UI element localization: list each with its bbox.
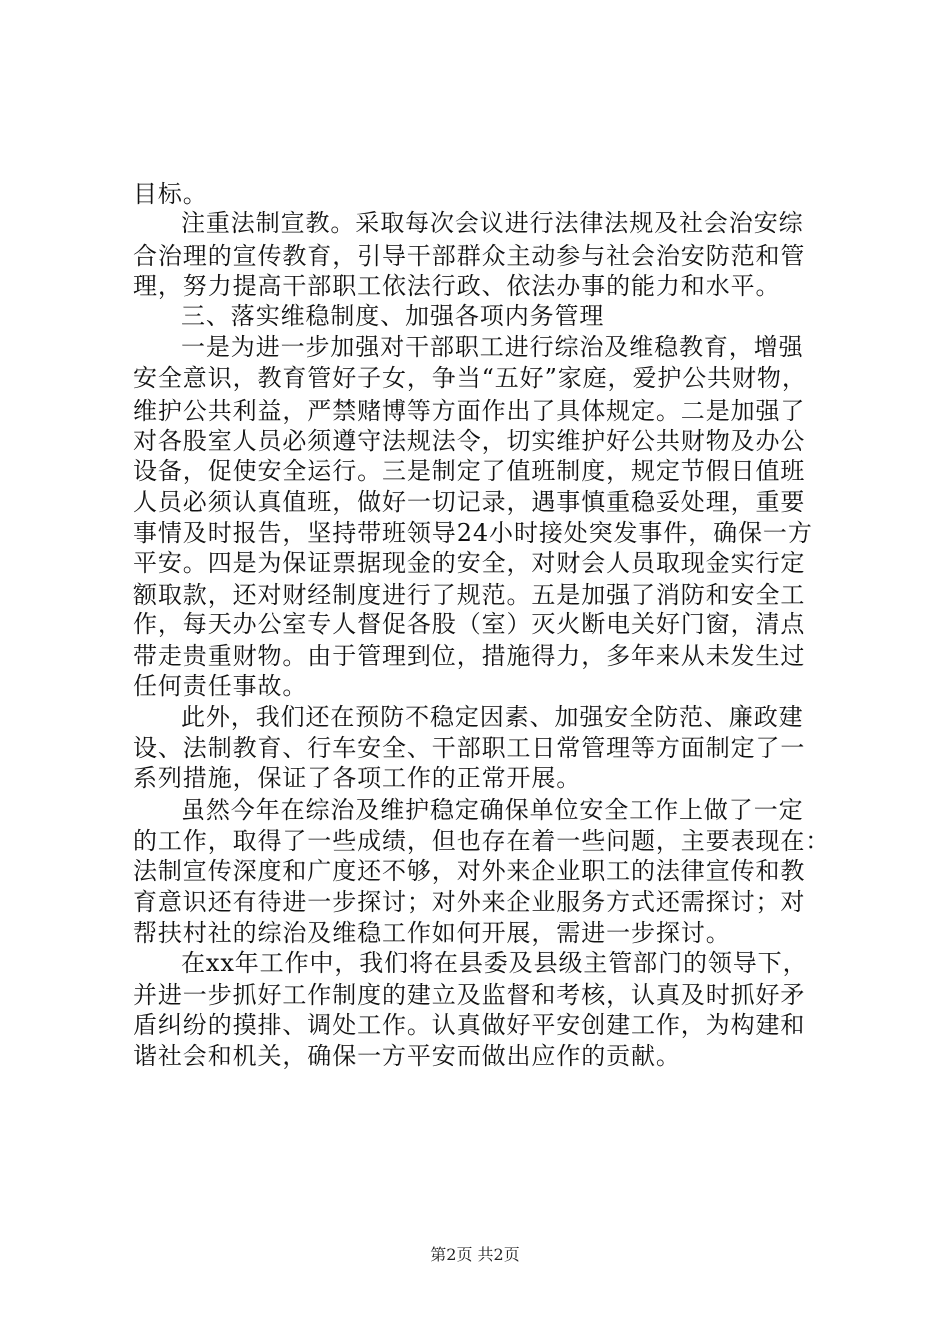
text-line: 理，努力提高干部职工依法行政、依法办事的能力和水平。 (133, 272, 781, 300)
text-line: 人员必须认真值班，做好一切记录，遇事慎重稳妥处理，重要 (133, 488, 806, 516)
text-line: 在xx年工作中，我们将在县委及县级主管部门的领导下， (181, 949, 808, 977)
text-line: 目标。 (133, 180, 208, 208)
text-line: 系列措施，保证了各项工作的正常开展。 (133, 764, 582, 792)
text-line: 盾纠纷的摸排、调处工作。认真做好平安创建工作，为构建和 (133, 1011, 806, 1039)
text-line: 谐社会和机关，确保一方平安而做出应作的贡献。 (133, 1042, 681, 1070)
text-line: 设、法制教育、行车安全、干部职工日常管理等方面制定了一 (133, 734, 806, 762)
page-number-footer: 第2页 共2页 (430, 1245, 520, 1264)
text-line: 作，每天办公室专人督促各股（室）灭火断电关好门窗，清点 (133, 610, 806, 638)
text-line: 的工作，取得了一些成绩，但也存在着一些问题，主要表现在： (133, 827, 831, 855)
text-line: 任何责任事故。 (133, 672, 308, 700)
text-line: 法制宣传深度和广度还不够，对外来企业职工的法律宣传和教 (133, 857, 806, 885)
text-line: 合治理的宣传教育，引导干部群众主动参与社会治安防范和管 (133, 242, 806, 270)
text-line: 此外，我们还在预防不稳定因素、加强安全防范、廉政建 (181, 703, 804, 731)
text-line: 对各股室人员必须遵守法规法令，切实维护好公共财物及办公 (133, 427, 806, 455)
section-heading: 三、落实维稳制度、加强各项内务管理 (181, 302, 605, 330)
text-line: 虽然今年在综治及维护稳定确保单位安全工作上做了一定 (181, 796, 804, 824)
text-line: 并进一步抓好工作制度的建立及监督和考核，认真及时抓好矛 (133, 981, 806, 1009)
text-line: 设备，促使安全运行。三是制定了值班制度，规定节假日值班 (133, 457, 806, 485)
text-line: 安全意识，教育管好子女，争当“五好”家庭，爱护公共财物， (133, 364, 807, 392)
text-line: 维护公共利益，严禁赌博等方面作出了具体规定。二是加强了 (133, 397, 806, 425)
text-line: 一是为进一步加强对干部职工进行综治及维稳教育，增强 (181, 333, 804, 361)
text-line: 事情及时报告，坚持带班领导24小时接处突发事件，确保一方 (133, 519, 813, 547)
text-line: 育意识还有待进一步探讨；对外来企业服务方式还需探讨；对 (133, 888, 806, 916)
text-line: 平安。四是为保证票据现金的安全，对财会人员取现金实行定 (133, 549, 806, 577)
text-line: 额取款，还对财经制度进行了规范。五是加强了消防和安全工 (133, 581, 806, 609)
paragraph-heading-line: 注重法制宣教。采取每次会议进行法律法规及社会治安综 (181, 209, 804, 237)
text-line: 带走贵重财物。由于管理到位，措施得力，多年来从未发生过 (133, 642, 806, 670)
text-line: 帮扶村社的综治及维稳工作如何开展，需进一步探讨。 (133, 919, 731, 947)
